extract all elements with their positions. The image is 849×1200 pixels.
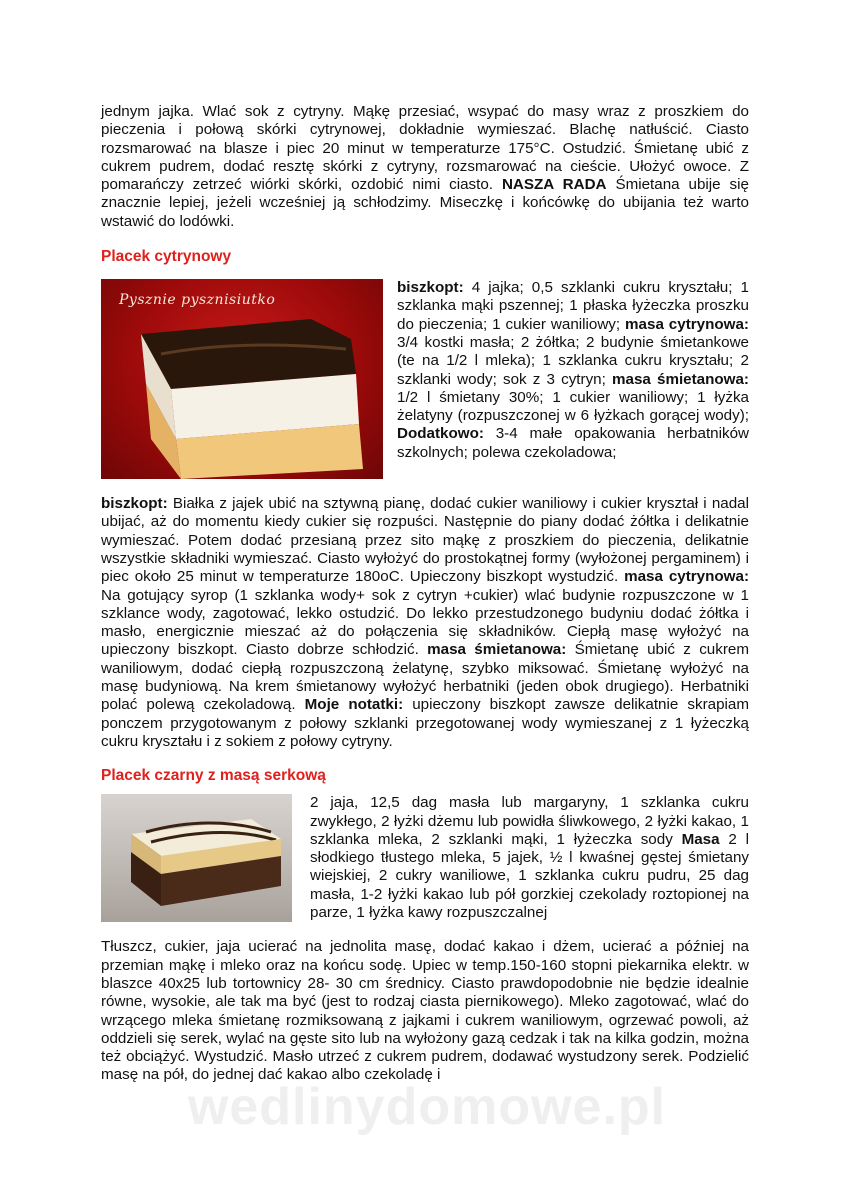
cake-slice-illustration xyxy=(101,794,292,922)
recipe-ingredients-block xyxy=(101,794,749,922)
ingredients-text: 2 jaja, 12,5 dag masła lub margaryny, 1 szklanka cukru zwykłego, 2 łyżki dżemu lub powidła śliwkowego, 2 łyżki kakao, 1 szklanka mleka, 2 szklanki mąki, 1 łyżeczka sody Masa 2 l słodkiego tłustego mleka, 5 jajek, ½ l kwaśnej gęstej śmietany wiejskiej, 2 cukry waniliowe, 1 szklanka cukru pudru, 25 dag masła, 1-2 łyżki kakao lub pół gorzkiej czekolady roztopionej na parze, 1 łyżka kawy rozpuszczalnej xyxy=(310,794,749,922)
document-page xyxy=(101,103,749,1085)
intro-paragraph: jednym jajka. Wlać sok z cytryny. Mąkę przesiać, wsypać do masy wraz z proszkiem do pieczenia i połową skórki cytrynowej, dokładnie wymieszać. Blachę natłuścić. Ciasto rozsmarować na blasze i piec 20 minut w temperaturze 175°C. Ostudzić. Śmietanę ubić z cukrem pudrem, dodać resztę skórki z cytryny, rozsmarować na cieście. Ułożyć owoce. Z pomarańczy zetrzeć wiórki skórki, ozdobić nimi ciasto. NASZA RADA Śmietana ubije się znacznie lepiej, jeżeli wcześniej ją schłodzimy. Miseczkę i końcówkę do ubijania też warto wstawić do lodówki. xyxy=(101,103,749,230)
recipe-method-paragraph: Tłuszcz, cukier, jaja ucierać na jednolita masę, dodać kakao i dżem, ucierać a później na przemian mąkę i mleko oraz na końcu sodę. Upiec w temp.150-160 stopni piekarnika elektr. w blaszce 40x25 lub tortownicy 28- 30 cm średnicy. Ciasto prawdopodobnie nie będzie idealnie równe, wysokie, ale tak ma być (jest to rodzaj ciasta piernikowego). Mleko zagotować, wlać do wrzącego mleka śmietanę rozmiksowaną z jajkami i cukrem waniliowym, ogrzewać powoli, aż oddzieli się serek, wylać na gęste sito lub na wyłożony gazą cedzak i tak na kilka godzin, można też obciążyć. Wystudzić. Masło utrzeć z cukrem pudrem, dodawać wystudzony serek. Podzielić masę na pół, do jednej dać kakao albo czekoladę i xyxy=(101,938,749,1084)
cake-photo xyxy=(101,279,383,479)
recipe-title: Placek cytrynowy xyxy=(101,248,232,266)
photo-caption: Pysznie pysznisiutko xyxy=(119,292,276,309)
tip-label: NASZA RADA xyxy=(501,176,607,194)
recipe-title: Placek czarny z masą serkową xyxy=(101,767,326,785)
recipe-method-paragraph: biszkopt: Białka z jajek ubić na sztywną pianę, dodać cukier waniliowy i cukier kryształ i nadal ubijać, aż do momentu kiedy cukier się rozpuści. Następnie do piany dodać żółtka i delikatnie wymieszać. Potem dodać przesianą przez sito mąkę z proszkiem do pieczenia, delikatnie wszystkie składniki wymieszać. Ciasto wyłożyć do prostokątnej formy (wyłożonej pergaminem) i piec około 25 minut w temperaturze 180oC. Upieczony biszkopt wystudzić. masa cytrynowa: Na gotujący syrop (1 szklanka wody+ sok z cytryn +cukier) wlać budynie rozpuszczone w 1 szklance wody, zagotować, lekko ostudzić. Do lekko przestudzonego budyniu dodać żółtka i masło, energicznie mieszać aż do połączenia się składników. Ciepłą masę wyłożyć na upieczony biszkopt. Ciasto dobrze schłodzić. masa śmietanowa: Śmietanę ubić z cukrem waniliowym, dodać ciepłą rozpuszczoną żelatynę, szybko miksować. Śmietanę wyłożyć na masę budyniową. Na krem śmietanowy wyłożyć herbatniki (jeden obok drugiego). Herbatniki polać polewą czekoladową. Moje notatki: upieczony biszkopt zawsze delikatnie skrapiam ponczem przygotowanym z połowy szklanki przegotowanej wody wymieszanej z 1 łyżeczką cukru kryształu i z sokiem z połowy cytryny. xyxy=(101,495,749,750)
cake-slice-illustration xyxy=(101,279,383,479)
cake-photo xyxy=(101,794,292,922)
ingredients-text: biszkopt: 4 jajka; 0,5 szklanki cukru kryształu; 1 szklanka mąki pszennej; 1 płaska łyżeczka proszku do pieczenia; 1 cukier waniliowy; masa cytrynowa: 3/4 kostki masła; 2 żółtka; 2 budynie śmietankowe (te na 1/2 l mleka); 1 szklanka cukru kryształu; 2 szklanki wody; sok z 3 cytryn; masa śmietanowa: 1/2 l śmietany 30%; 1 cukier waniliowy; 1 łyżka żelatyny (rozpuszczonej w 6 łyżkach gorącej wody); Dodatkowo: 3-4 małe opakowania herbatników szkolnych; polewa czekoladowa; xyxy=(397,279,749,461)
footer-watermark: wedlinydomowe.pl xyxy=(187,1078,667,1136)
recipe-ingredients-block xyxy=(101,279,749,479)
